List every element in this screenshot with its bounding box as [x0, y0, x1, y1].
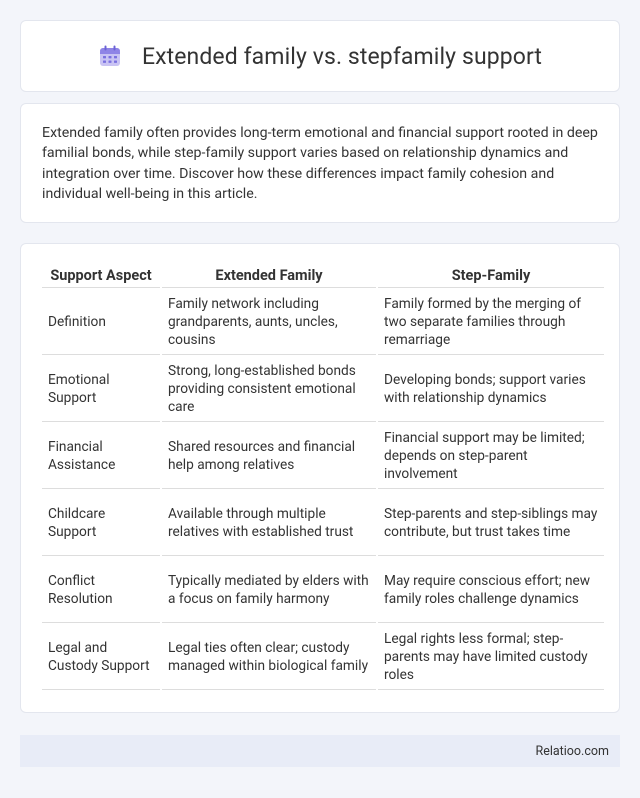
- table-cell: Available through multiple relatives with established trust: [162, 491, 376, 556]
- table-cell: Definition: [42, 290, 160, 355]
- table-cell: Family formed by the merging of two separate families through remarriage: [378, 290, 604, 355]
- intro-card: [20, 103, 620, 223]
- table-row: [42, 491, 604, 556]
- table-cell: Developing bonds; support varies with relationship dynamics: [378, 357, 604, 422]
- table-cell: Shared resources and financial help among relatives: [162, 424, 376, 489]
- footer-brand[interactable]: Relatioo.com: [535, 743, 609, 759]
- table-cell: Conflict Resolution: [42, 558, 160, 623]
- column-header: Step-Family: [378, 264, 604, 288]
- table-row: [42, 558, 604, 623]
- column-header: Support Aspect: [42, 264, 160, 288]
- table-row: [42, 625, 604, 690]
- table-row: [42, 424, 604, 489]
- table-cell: Emotional Support: [42, 357, 160, 422]
- table-cell: Legal ties often clear; custody managed within biological family: [162, 625, 376, 690]
- table-cell: May require conscious effort; new family roles challenge dynamics: [378, 558, 604, 623]
- table-cell: Legal and Custody Support: [42, 625, 160, 690]
- table-row: [42, 357, 604, 422]
- footer: [20, 735, 620, 767]
- calendar-icon: [98, 44, 122, 68]
- title-card: [20, 20, 620, 92]
- table-cell: Strong, long-established bonds providing consistent emotional care: [162, 357, 376, 422]
- comparison-table-card: [20, 243, 620, 713]
- column-header: Extended Family: [162, 264, 376, 288]
- table-cell: Typically mediated by elders with a focus on family harmony: [162, 558, 376, 623]
- table-cell: Step-parents and step-siblings may contribute, but trust takes time: [378, 491, 604, 556]
- table-cell: Legal rights less formal; step-parents may have limited custody roles: [378, 625, 604, 690]
- page-title: Extended family vs. stepfamily support: [141, 42, 543, 70]
- table-cell: Financial Assistance: [42, 424, 160, 489]
- table-cell: Childcare Support: [42, 491, 160, 556]
- table-cell: Financial support may be limited; depends on step-parent involvement: [378, 424, 604, 489]
- table-cell: Family network including grandparents, aunts, uncles, cousins: [162, 290, 376, 355]
- comparison-table: [40, 262, 606, 692]
- table-row: [42, 290, 604, 355]
- table-header-row: [42, 264, 604, 288]
- intro-text: Extended family often provides long-term emotional and financial support rooted in deep familial bonds, while step-family support varies based on relationship dynamics and integration over time. Discover how these differences impact family cohesion and individual well-being in this article.: [42, 125, 598, 203]
